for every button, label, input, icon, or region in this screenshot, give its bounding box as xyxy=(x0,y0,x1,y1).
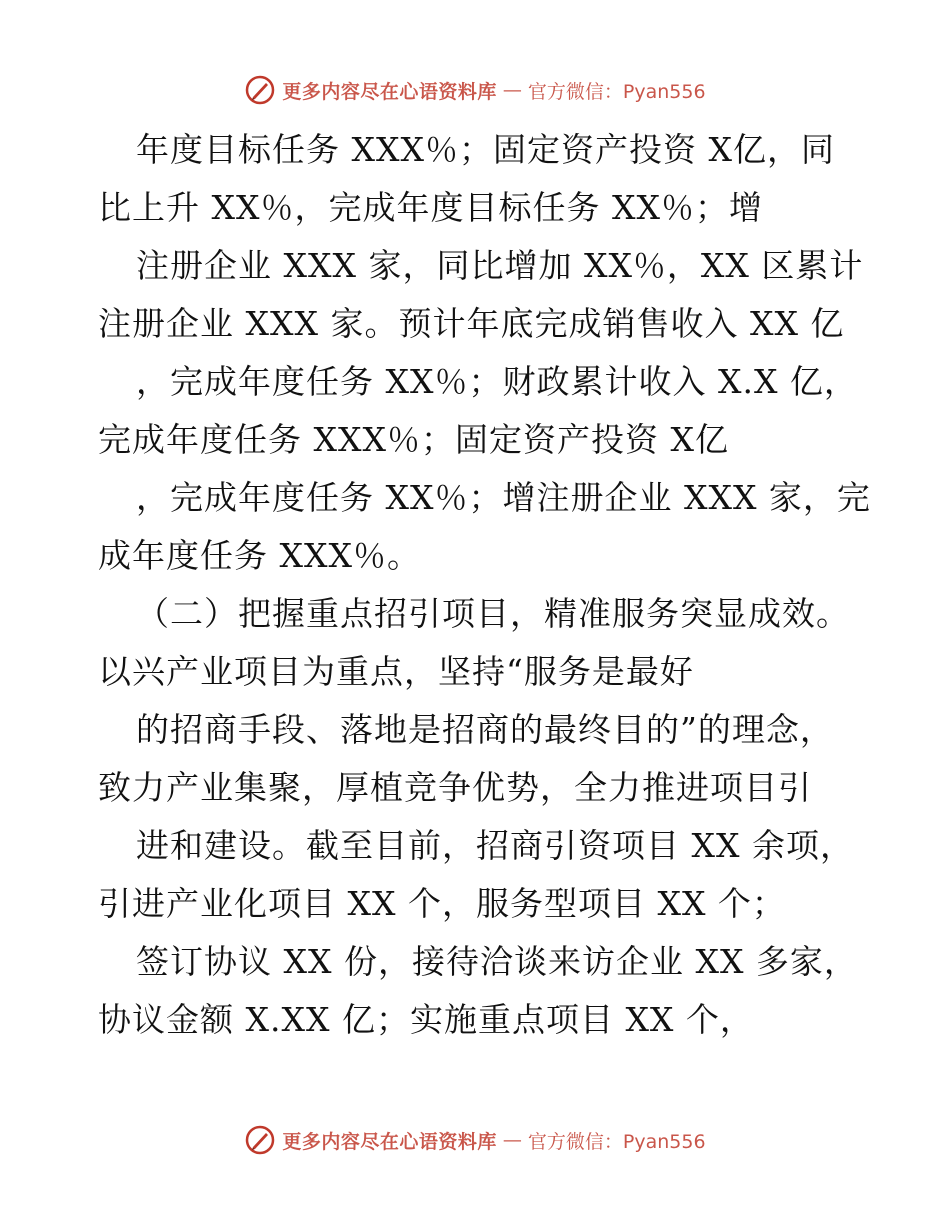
watermark-contact: 官方微信：Pyan556 xyxy=(527,1130,706,1153)
body-line: ，完成年度任务 XX％；增注册企业 XXX 家，完 xyxy=(136,478,871,517)
quill-logo-icon xyxy=(244,74,276,106)
body-line: 注册企业 XXX 家，同比增加 XX％，XX 区累计 xyxy=(136,246,864,285)
body-line: 比上升 XX％，完成年度目标任务 XX％；增 xyxy=(98,188,763,227)
body-line: （二）把握重点招引项目，精准服务突显成效。 xyxy=(136,594,850,633)
body-line: 注册企业 XXX 家。预计年底完成销售收入 XX 亿 xyxy=(98,304,845,343)
body-line: 成年度任务 XXX％。 xyxy=(98,536,421,575)
body-line: ，完成年度任务 XX％；财政累计收入 X.X 亿， xyxy=(136,362,858,401)
body-line: 引进产业化项目 XX 个，服务型项目 XX 个； xyxy=(98,884,786,923)
body-line: 致力产业集聚，厚植竞争优势，全力推进项目引 xyxy=(98,768,812,807)
watermark-text: 更多内容尽在心语资料库 xyxy=(282,80,497,103)
body-line: 年度目标任务 XXX％；固定资产投资 X亿，同 xyxy=(136,130,835,169)
watermark-separator: — xyxy=(502,79,522,101)
body-line: 进和建设。截至目前，招商引资项目 XX 余项， xyxy=(136,826,854,865)
body-line: 的招商手段、落地是招商的最终目的”的理念， xyxy=(136,710,834,749)
body-line: 协议金额 X.XX 亿；实施重点项目 XX 个， xyxy=(98,1000,754,1039)
footer-watermark xyxy=(0,1120,950,1160)
quill-logo-icon xyxy=(244,1124,276,1156)
body-line: 签订协议 XX 份，接待洽谈来访企业 XX 多家， xyxy=(136,942,858,981)
watermark-contact: 官方微信：Pyan556 xyxy=(527,80,706,103)
body-line: 以兴产业项目为重点，坚持“服务是最好 xyxy=(98,652,694,691)
watermark-text: 更多内容尽在心语资料库 xyxy=(282,1130,497,1153)
body-line: 完成年度任务 XXX％；固定资产投资 X亿 xyxy=(98,420,729,459)
watermark-separator: — xyxy=(502,1129,522,1151)
header-watermark xyxy=(0,70,950,110)
